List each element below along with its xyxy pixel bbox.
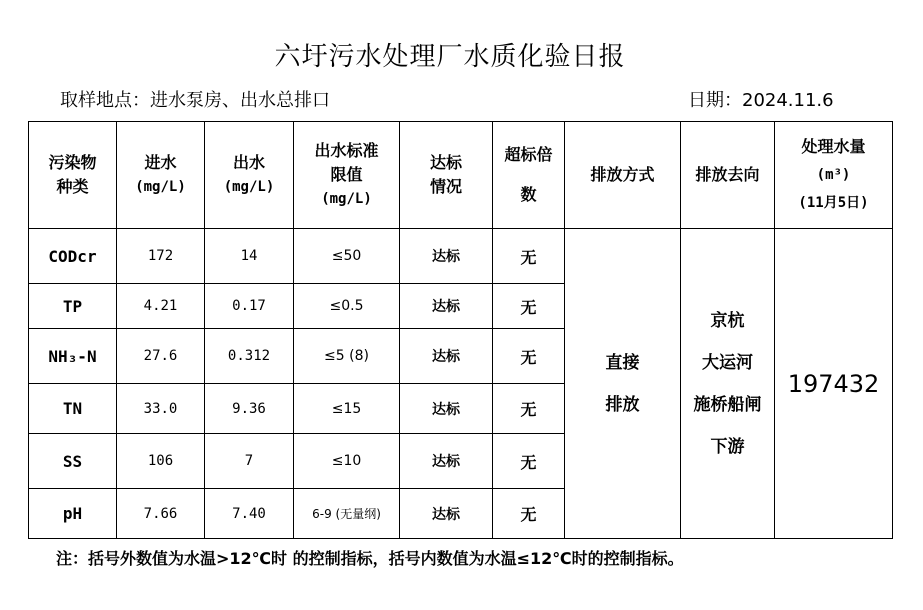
discharge-method: 直接 排放: [565, 229, 681, 539]
footnote: 注：括号外数值为水温>12℃时 的控制指标，括号内数值为水温≤12℃时的控制指标。: [56, 549, 684, 568]
header-exceed-multiple: 超标倍 数: [493, 122, 565, 229]
exceed-multiple: 无: [493, 329, 565, 384]
effluent-value: 0.17: [205, 284, 294, 329]
standard-limit: ≤50: [294, 229, 400, 284]
treated-volume: 197432: [775, 229, 893, 539]
compliance-status: 达标: [400, 489, 493, 539]
exceed-multiple: 无: [493, 489, 565, 539]
exceed-multiple: 无: [493, 284, 565, 329]
effluent-value: 7.40: [205, 489, 294, 539]
header-pollutant: 污染物 种类: [29, 122, 117, 229]
standard-limit: 6-9 (无量纲): [294, 489, 400, 539]
standard-limit: ≤10: [294, 434, 400, 489]
standard-limit: ≤0.5: [294, 284, 400, 329]
report-title: 六圩污水处理厂水质化验日报: [274, 42, 626, 72]
header-influent: 进水 (mg/L): [117, 122, 205, 229]
influent-value: 7.66: [117, 489, 205, 539]
effluent-value: 7: [205, 434, 294, 489]
water-quality-table: [28, 121, 893, 539]
header-discharge-destination: 排放去向: [681, 122, 775, 229]
header-effluent: 出水 (mg/L): [205, 122, 294, 229]
influent-value: 106: [117, 434, 205, 489]
exceed-multiple: 无: [493, 229, 565, 284]
exceed-multiple: 无: [493, 434, 565, 489]
influent-value: 4.21: [117, 284, 205, 329]
compliance-status: 达标: [400, 434, 493, 489]
header-compliance: 达标 情况: [400, 122, 493, 229]
sampling-location: 取样地点：进水泵房、出水总排口: [60, 90, 330, 111]
compliance-status: 达标: [400, 384, 493, 434]
pollutant-name: NH₃-N: [29, 329, 117, 384]
influent-value: 27.6: [117, 329, 205, 384]
table-row: [29, 229, 893, 284]
effluent-value: 9.36: [205, 384, 294, 434]
standard-limit: ≤15: [294, 384, 400, 434]
pollutant-name: SS: [29, 434, 117, 489]
header-row: [29, 122, 893, 229]
influent-value: 172: [117, 229, 205, 284]
effluent-value: 0.312: [205, 329, 294, 384]
exceed-multiple: 无: [493, 384, 565, 434]
compliance-status: 达标: [400, 329, 493, 384]
header-standard-limit: 出水标准 限值 (mg/L): [294, 122, 400, 229]
header-discharge-method: 排放方式: [565, 122, 681, 229]
pollutant-name: TN: [29, 384, 117, 434]
discharge-destination: 京杭 大运河 施桥船闸 下游: [681, 229, 775, 539]
standard-limit: ≤5 (8): [294, 329, 400, 384]
effluent-value: 14: [205, 229, 294, 284]
compliance-status: 达标: [400, 229, 493, 284]
influent-value: 33.0: [117, 384, 205, 434]
pollutant-name: pH: [29, 489, 117, 539]
pollutant-name: TP: [29, 284, 117, 329]
report-date: 日期：2024.11.6: [688, 90, 834, 111]
header-treated-volume: 处理水量 (m³) (11月5日): [775, 122, 893, 229]
compliance-status: 达标: [400, 284, 493, 329]
pollutant-name: CODcr: [29, 229, 117, 284]
